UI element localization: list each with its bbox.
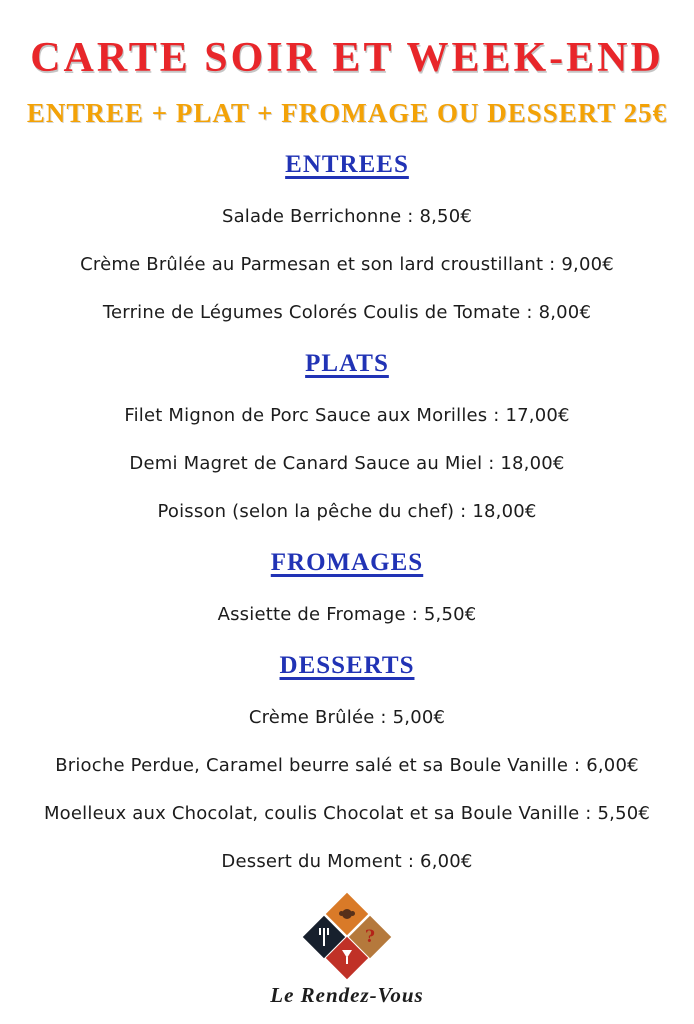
logo-glass-diamond [326,937,368,979]
menu-item: Crème Brûlée au Parmesan et son lard croustillant : 9,00€ [80,254,614,275]
page-title: CARTE SOIR ET WEEK-END [30,35,664,81]
wine-glass-icon [341,950,353,966]
section-heading-desserts: DESSERTS [279,652,415,679]
section-heading-plats: PLATS [305,350,389,377]
section-heading-fromages: FROMAGES [270,549,424,576]
monkey-icon [339,907,355,921]
corkscrew-icon: ? [365,926,375,947]
menu-item: Moelleux aux Chocolat, coulis Chocolat et sa Boule Vanille : 5,50€ [43,803,651,824]
menu-item: Terrine de Légumes Colorés Coulis de Tomate : 8,00€ [102,302,592,323]
logo-diamonds [299,899,395,973]
fork-icon [318,928,330,946]
brand-name: Le Rendez-Vous [270,983,424,1007]
menu-item: Salade Berrichonne : 8,50€ [221,206,473,227]
menu-item: Brioche Perdue, Caramel beurre salé et sa Boule Vanille : 6,00€ [55,755,639,776]
menu-item: Poisson (selon la pêche du chef) : 18,00€ [157,501,537,522]
section-heading-entrees: ENTREES [285,151,409,178]
menu-item: Crème Brûlée : 5,00€ [248,707,446,728]
menu-item: Demi Magret de Canard Sauce au Miel : 18,00€ [129,453,565,474]
menu-item: Assiette de Fromage : 5,50€ [217,604,477,625]
restaurant-logo [0,899,694,1008]
menu-item: Dessert du Moment : 6,00€ [221,851,473,872]
menu-formula-subtitle: ENTREE + PLAT + FROMAGE OU DESSERT 25€ [26,98,668,128]
menu-item: Filet Mignon de Porc Sauce aux Morilles : 17,00€ [124,405,570,426]
